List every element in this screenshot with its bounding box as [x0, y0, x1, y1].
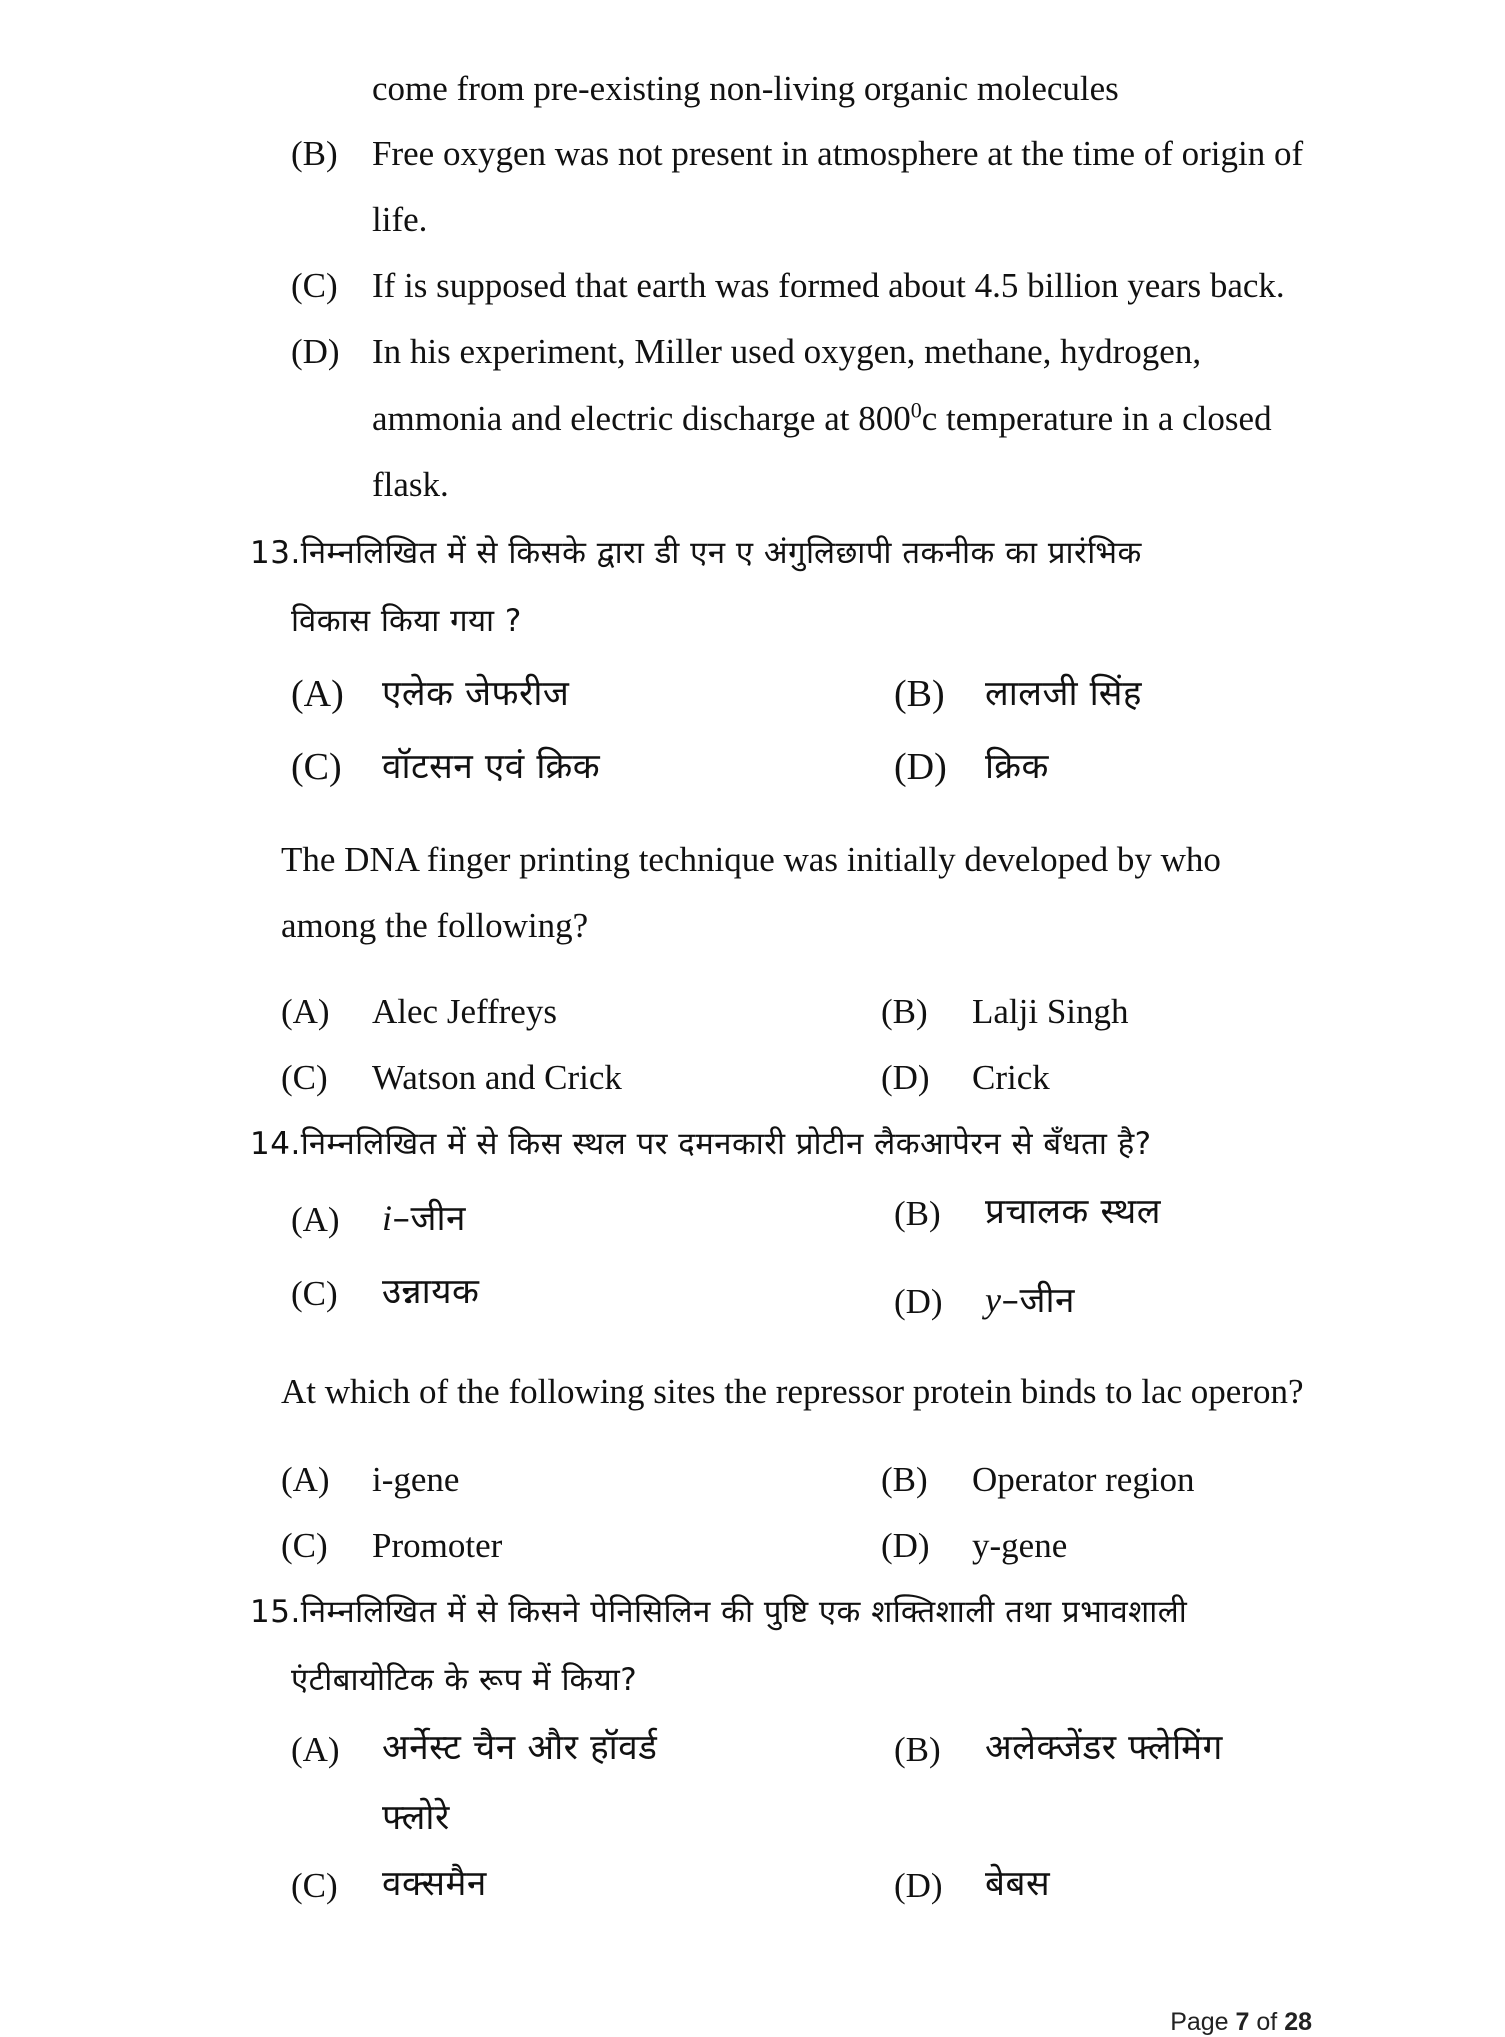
- q13-hindi-option-b-label: (B): [894, 673, 945, 715]
- q14-english-option-b-label: (B): [881, 1460, 928, 1499]
- q15-hindi-option-a-label: (A): [291, 1730, 340, 1769]
- q14-hindi-line1: 14.निम्नलिखित में से किस स्थल पर दमनकारी प्रोटीन लैकआपेरन से बँधता है?: [250, 1126, 1152, 1162]
- prev-option-c-label: (C): [291, 266, 338, 305]
- prev-option-b-line2: life.: [372, 200, 428, 239]
- q13-english-line1: The DNA finger printing technique was initially developed by who: [281, 840, 1221, 879]
- q14-english-option-d-label: (D): [881, 1526, 930, 1565]
- q14-english-option-b-text: Operator region: [972, 1460, 1195, 1499]
- q15-hindi-line2: एंटीबायोटिक के रूप में किया?: [291, 1662, 638, 1698]
- q14-hindi-option-b-label: (B): [894, 1194, 941, 1233]
- q13-hindi-option-c-text: वॉटसन एवं क्रिक: [382, 747, 601, 787]
- prev-option-b-label: (B): [291, 134, 338, 173]
- current-page-number: 7: [1235, 2008, 1250, 2036]
- q14-hindi-option-c-text: उन्नायक: [382, 1272, 480, 1312]
- q13-english-option-d-text: Crick: [972, 1058, 1050, 1097]
- q14-hindi-option-d-label: (D): [894, 1282, 943, 1321]
- q15-hindi-option-a-line2: फ्लोरे: [382, 1798, 450, 1838]
- prev-option-c-text: If is supposed that earth was formed about 4.5 billion years back.: [372, 266, 1285, 305]
- q15-hindi-option-b-text: अलेक्जेंडर फ्लेमिंग: [985, 1728, 1223, 1768]
- q14-english-option-a-label: (A): [281, 1460, 330, 1499]
- q13-hindi-line2: विकास किया गया ?: [291, 603, 522, 639]
- q13-hindi-line1: 13.निम्नलिखित में से किसके द्वारा डी एन ए अंगुलिछापी तकनीक का प्रारंभिक: [250, 535, 1142, 571]
- q15-hindi-option-d-text: बेबस: [985, 1864, 1051, 1904]
- q13-hindi-option-d-label: (D): [894, 746, 947, 788]
- prev-question-continuation: come from pre-existing non-living organic molecules: [372, 69, 1119, 108]
- q13-english-option-b-label: (B): [881, 992, 928, 1031]
- q14-hindi-option-b-text: प्रचालक स्थल: [985, 1192, 1161, 1232]
- q14-english-line1: At which of the following sites the repressor protein binds to lac operon?: [281, 1372, 1304, 1411]
- q15-hindi-option-d-label: (D): [894, 1866, 943, 1905]
- q13-english-option-c-label: (C): [281, 1058, 328, 1097]
- q13-hindi-option-a-label: (A): [291, 673, 344, 715]
- prev-option-d-line3: flask.: [372, 465, 449, 504]
- q15-hindi-line1: 15.निम्नलिखित में से किसने पेनिसिलिन की पुष्टि एक शक्तिशाली तथा प्रभावशाली: [250, 1594, 1188, 1630]
- q13-hindi-option-c-label: (C): [291, 746, 342, 788]
- q14-english-option-c-text: Promoter: [372, 1526, 503, 1565]
- q13-english-option-c-text: Watson and Crick: [372, 1058, 622, 1097]
- q14-english-option-d-text: y-gene: [972, 1526, 1068, 1565]
- page-number-footer: Page 7 of 28: [1170, 2008, 1312, 2036]
- q14-hindi-option-a-label: (A): [291, 1200, 340, 1239]
- q13-english-line2: among the following?: [281, 906, 589, 945]
- q15-hindi-option-b-label: (B): [894, 1730, 941, 1769]
- q13-hindi-option-d-text: क्रिक: [985, 747, 1049, 787]
- q13-english-option-a-text: Alec Jeffreys: [372, 992, 557, 1031]
- prev-option-d-line1: In his experiment, Miller used oxygen, methane, hydrogen,: [372, 332, 1202, 371]
- degree-superscript: 0: [910, 397, 922, 423]
- q13-hindi-option-a-text: एलेक जेफरीज: [382, 674, 570, 714]
- total-page-count: 28: [1284, 2008, 1312, 2036]
- q14-hindi-option-c-label: (C): [291, 1274, 338, 1313]
- q13-hindi-option-b-text: लालजी सिंह: [985, 674, 1142, 714]
- q13-english-option-d-label: (D): [881, 1058, 930, 1097]
- q14-hindi-option-a-text: i–जीन: [382, 1198, 466, 1239]
- q14-hindi-option-d-text: y–जीन: [985, 1280, 1075, 1321]
- q14-english-option-c-label: (C): [281, 1526, 328, 1565]
- prev-option-b-line1: Free oxygen was not present in atmosphere at the time of origin of: [372, 134, 1304, 173]
- q13-english-option-a-label: (A): [281, 992, 330, 1031]
- q14-english-option-a-text: i-gene: [372, 1460, 460, 1499]
- q15-hindi-option-c-label: (C): [291, 1866, 338, 1905]
- q15-hindi-option-c-text: वक्समैन: [382, 1864, 487, 1904]
- q13-english-option-b-text: Lalji Singh: [972, 992, 1129, 1031]
- prev-option-d-label: (D): [291, 332, 340, 371]
- q15-hindi-option-a-line1: अर्नेस्ट चैन और हॉवर्ड: [382, 1728, 658, 1768]
- prev-option-d-line2: ammonia and electric discharge at $800^0c$ temperature in a closed: [372, 397, 1272, 438]
